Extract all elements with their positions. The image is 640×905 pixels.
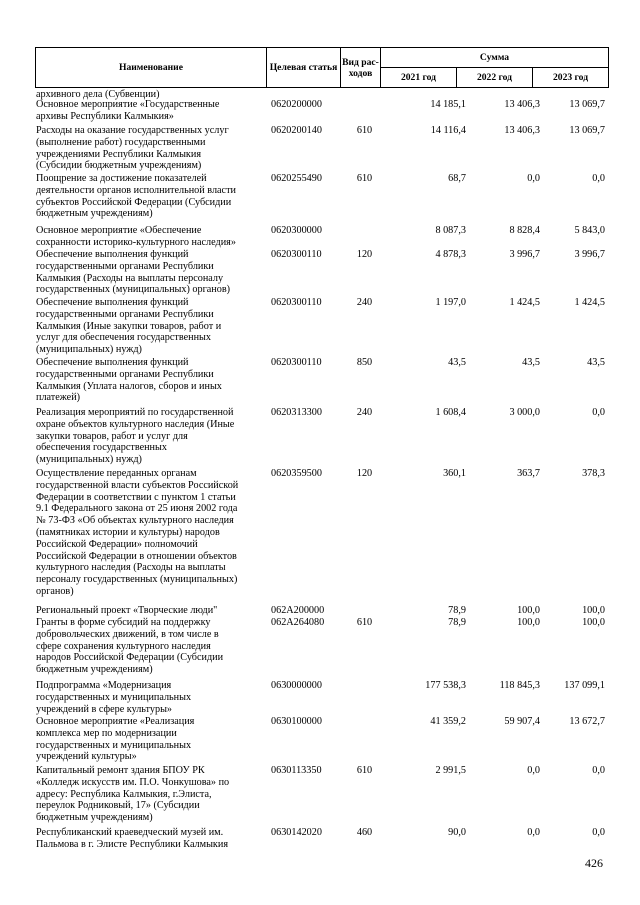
row-code: 062A264080 (271, 617, 325, 628)
row-code: 0620255490 (271, 173, 322, 184)
row-code: 0630113350 (271, 765, 322, 776)
row-name: Основное мероприятие «Реализация комплекса мер по модернизации государственных и муниципальных учреждений культуры» (36, 716, 195, 763)
row-amount-2022: 3 996,7 (509, 249, 540, 260)
row-name: Капитальный ремонт здания БПОУ РК «Колледж искусств им. П.О. Чонкушова» по адресу: Республика Калмыкия, г.Элиста, переулок Родниковый, 17» (Субсидии бюджетным учреждениям) (36, 765, 230, 824)
header-year-2022: 2022 год (457, 68, 533, 88)
row-expense-type: 240 (356, 407, 373, 418)
row-amount-2022: 0,0 (527, 173, 540, 184)
header-year-2021: 2021 год (381, 68, 457, 88)
row-expense-type: 610 (356, 765, 373, 776)
table-header (35, 47, 609, 88)
row-amount-2023: 100,0 (582, 617, 605, 628)
row-amount-2021: 360,1 (443, 468, 466, 479)
row-expense-type: 460 (356, 827, 373, 838)
row-code: 0620300000 (271, 225, 322, 236)
row-amount-2022: 100,0 (517, 617, 540, 628)
row-amount-2022: 363,7 (517, 468, 540, 479)
row-amount-2021: 2 991,5 (435, 765, 466, 776)
row-code: 0630100000 (271, 716, 322, 727)
row-amount-2023: 3 996,7 (574, 249, 605, 260)
row-amount-2021: 78,9 (448, 605, 466, 616)
row-amount-2023: 137 099,1 (564, 680, 605, 691)
row-amount-2021: 1 197,0 (435, 297, 466, 308)
row-amount-2023: 43,5 (587, 357, 605, 368)
row-name: архивного дела (Субвенции) (36, 89, 160, 100)
row-amount-2022: 0,0 (527, 827, 540, 838)
page-number: 426 (585, 856, 603, 870)
row-amount-2021: 14 116,4 (430, 125, 466, 136)
row-name: Обеспечение выполнения функций государственными органами Республики Калмыкия (Уплата налогов, сборов и иных платежей) (36, 357, 222, 404)
header-name: Наименование (36, 48, 267, 88)
row-code: 062A200000 (271, 605, 325, 616)
row-amount-2021: 78,9 (448, 617, 466, 628)
row-amount-2022: 118 845,3 (499, 680, 540, 691)
row-amount-2021: 8 087,3 (435, 225, 466, 236)
row-amount-2023: 378,3 (582, 468, 605, 479)
header-code: Целевая статья (267, 48, 341, 88)
row-name: Осуществление переданных органам государственной власти субъектов Российской Федерации в соответствии с пунктом 1 статьи 9.1 Федерального закона от 25 июня 2002 года № 73-ФЗ «Об объектах культурного наследия (памятниках истории и культуры) народов Российской Федерации» полномочий Российской Федерации в отношении объектов культурного наследия (Расходы на выплаты персоналу государственных (муниципальных) органов) (36, 468, 239, 597)
row-amount-2021: 177 538,3 (425, 680, 466, 691)
row-name: Расходы на оказание государственных услуг (выполнение работ) государственными учреждениями Республики Калмыкия (Субсидии бюджетным учреждениям) (36, 125, 229, 172)
row-amount-2023: 13 069,7 (569, 99, 605, 110)
row-amount-2021: 43,5 (448, 357, 466, 368)
row-code: 0630000000 (271, 680, 322, 691)
row-code: 0630142020 (271, 827, 322, 838)
row-code: 0620359500 (271, 468, 322, 479)
row-code: 0620300110 (271, 249, 322, 260)
row-amount-2022: 1 424,5 (509, 297, 540, 308)
row-amount-2021: 1 608,4 (435, 407, 466, 418)
row-amount-2023: 100,0 (582, 605, 605, 616)
row-amount-2023: 13 069,7 (569, 125, 605, 136)
row-amount-2022: 3 000,0 (509, 407, 540, 418)
row-amount-2022: 13 406,3 (504, 125, 540, 136)
row-amount-2023: 1 424,5 (574, 297, 605, 308)
row-code: 0620200000 (271, 99, 322, 110)
header-year-2023: 2023 год (533, 68, 609, 88)
row-expense-type: 610 (356, 617, 373, 628)
row-name: Основное мероприятие «Обеспечение сохранности историко-культурного наследия» (36, 225, 236, 248)
row-amount-2023: 0,0 (592, 173, 605, 184)
row-amount-2021: 14 185,1 (430, 99, 466, 110)
row-name: Основное мероприятие «Государственные архивы Республики Калмыкия» (36, 99, 220, 122)
row-name: Обеспечение выполнения функций государственными органами Республики Калмыкия (Иные закупки товаров, работ и услуг для обеспечения государственных (муниципальных) нужд) (36, 297, 222, 356)
row-amount-2023: 13 672,7 (569, 716, 605, 727)
header-sum: Сумма (381, 48, 609, 68)
row-amount-2023: 0,0 (592, 407, 605, 418)
row-code: 0620300110 (271, 297, 322, 308)
row-amount-2023: 5 843,0 (574, 225, 605, 236)
row-amount-2023: 0,0 (592, 765, 605, 776)
row-expense-type: 610 (356, 173, 373, 184)
row-amount-2022: 100,0 (517, 605, 540, 616)
row-code: 0620200140 (271, 125, 322, 136)
row-expense-type: 610 (356, 125, 373, 136)
row-amount-2022: 0,0 (527, 765, 540, 776)
row-amount-2022: 43,5 (522, 357, 540, 368)
row-amount-2021: 41 359,2 (430, 716, 466, 727)
row-name: Реализация мероприятий по государственной охране объектов культурного наследия (Иные закупки товаров, работ и услуг для обеспечения государственных (муниципальных) нужд) (36, 407, 235, 466)
row-amount-2022: 59 907,4 (504, 716, 540, 727)
row-amount-2021: 90,0 (448, 827, 466, 838)
header-vid: Вид рас-ходов (341, 48, 381, 88)
row-name: Региональный проект «Творческие люди" (36, 605, 218, 616)
row-expense-type: 120 (356, 468, 373, 479)
row-name: Гранты в форме субсидий на поддержку добровольческих движений, в том числе в сфере сохранения культурного наследия народов Российской Федерации (Субсидии бюджетным учреждениям) (36, 617, 224, 676)
row-code: 0620300110 (271, 357, 322, 368)
row-amount-2022: 13 406,3 (504, 99, 540, 110)
row-amount-2021: 4 878,3 (435, 249, 466, 260)
row-expense-type: 120 (356, 249, 373, 260)
row-name: Поощрение за достижение показателей деятельности органов исполнительной власти субъектов Российской Федерации (Субсидии бюджетным учреждениям) (36, 173, 236, 220)
row-amount-2022: 8 828,4 (509, 225, 540, 236)
row-expense-type: 240 (356, 297, 373, 308)
row-expense-type: 850 (356, 357, 373, 368)
row-amount-2021: 68,7 (448, 173, 466, 184)
row-name: Обеспечение выполнения функций государственными органами Республики Калмыкия (Расходы на выплаты персоналу государственных (муниципальных) органов) (36, 249, 231, 296)
row-amount-2023: 0,0 (592, 827, 605, 838)
row-code: 0620313300 (271, 407, 322, 418)
row-name: Подпрограмма «Модернизация государственных и муниципальных учреждений в сфере культуры» (36, 680, 192, 715)
row-name: Республиканский краеведческий музей им. Пальмова в г. Элисте Республики Калмыкия (36, 827, 229, 850)
